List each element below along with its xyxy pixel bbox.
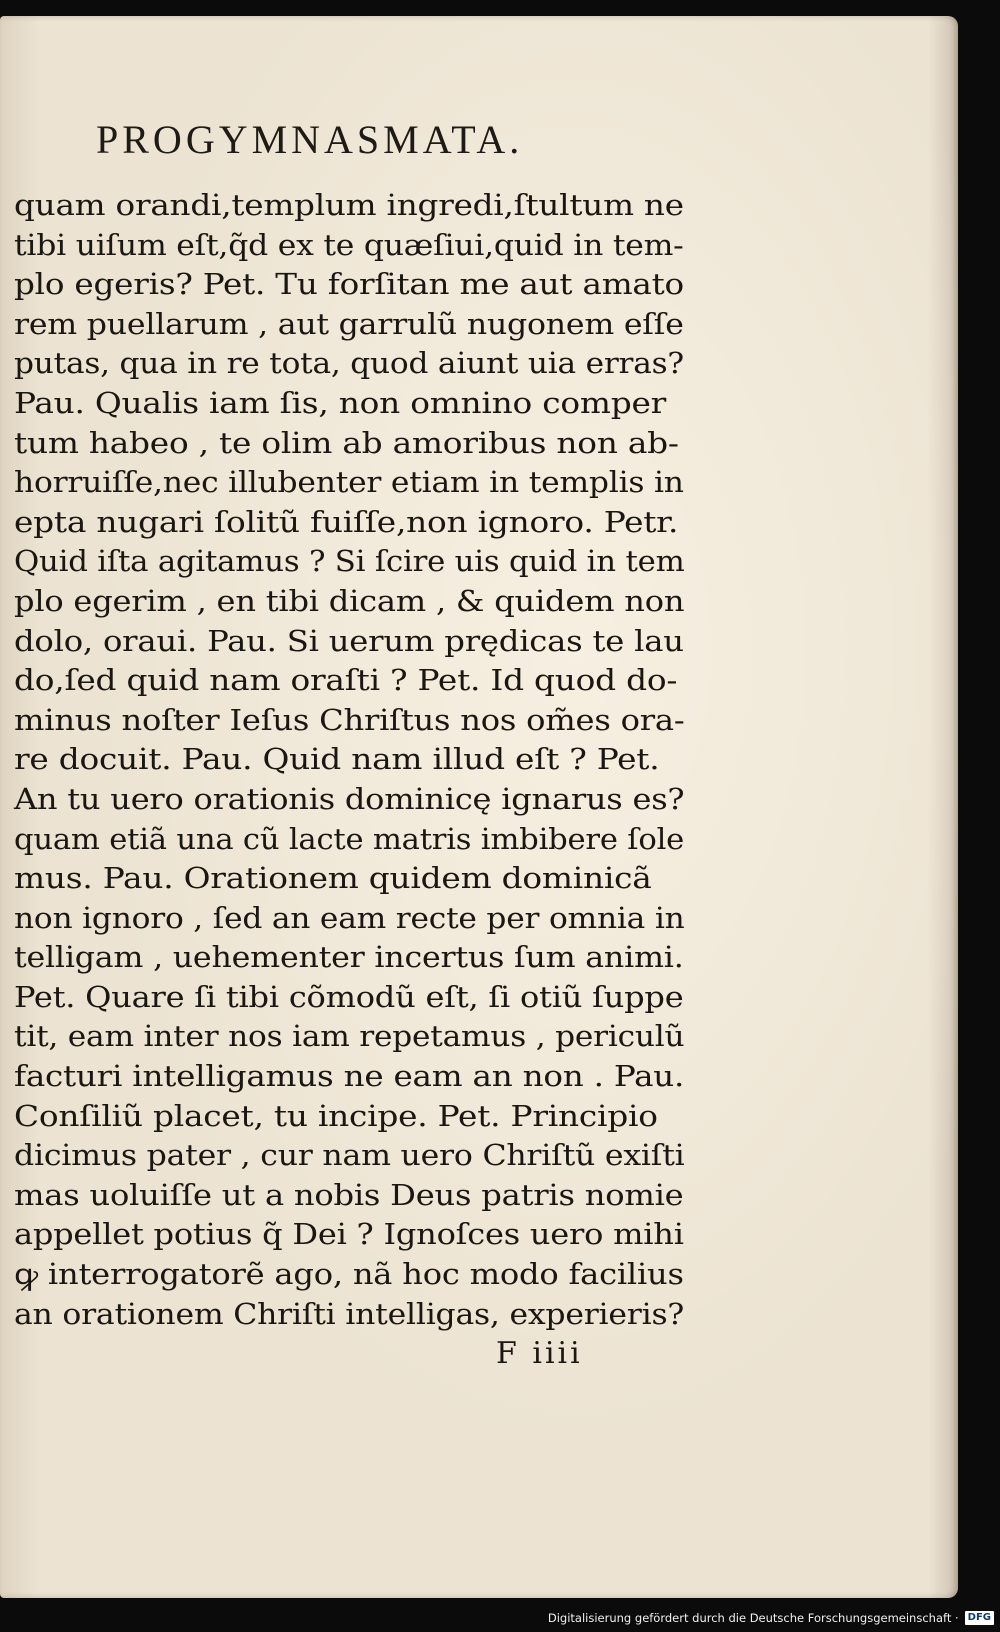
text-line: plo egerim , en tibi dicam , & quidem non	[14, 584, 685, 618]
text-line: mas uoluiſſe ut a nobis Deus patris nomie	[14, 1178, 684, 1212]
text-line: ꝙ interrogatorẽ ago, nã hoc modo facilius	[14, 1258, 684, 1292]
signature-mark: F iiii	[496, 1336, 583, 1371]
text-line: dicimus pater , cur nam uero Chriſtũ exiſti	[14, 1139, 685, 1173]
text-line: Conſiliũ placet, tu incipe. Pet. Principio	[14, 1099, 658, 1133]
text-line: rem puellarum , aut garrulũ nugonem eſſe	[14, 307, 684, 341]
text-line: re docuit. Pau. Quid nam illud eſt ? Pet.	[14, 743, 660, 777]
text-line: Pau. Qualis iam ſis, non omnino comper	[14, 386, 667, 420]
text-line: epta nugari ſolitũ fuiſſe,non ignoro. Petr.	[14, 505, 679, 539]
text-line: Quid iſta agitamus ? Si ſcire uis quid in tem	[14, 545, 685, 579]
text-line: tit, eam inter nos iam repetamus , periculũ	[14, 1020, 685, 1054]
text-line: mus. Pau. Orationem quidem dominicã	[14, 862, 652, 896]
text-line: quam orandi,templum ingredi,ſtultum ne	[14, 189, 684, 222]
text-line: non ignoro , ſed an eam recte per omnia in	[14, 901, 685, 935]
text-line: tum habeo , te olim ab amoribus non ab-	[14, 426, 679, 460]
text-line: plo egeris? Pet. Tu forſitan me aut amato	[14, 268, 684, 302]
footer-credit	[548, 1606, 994, 1630]
text-line: an orationem Chriſti intelligas, experieris?	[14, 1297, 685, 1331]
footer-credit-text: Digitalisierung gefördert durch die Deutsche Forschungsgemeinschaft ·	[547, 1611, 959, 1625]
text-line: minus noſter Ieſus Chriſtus nos om̃es ora-	[14, 703, 685, 737]
book-page	[0, 16, 958, 1598]
text-line: facturi intelligamus ne eam an non . Pau.	[14, 1060, 685, 1094]
text-line: appellet potius q̃ Dei ? Ignoſces uero mihi	[14, 1218, 684, 1252]
text-line: Pet. Quare ſi tibi cõmodũ eſt, ſi otiũ ſuppe	[14, 980, 684, 1014]
text-line: putas, qua in re tota, quod aiunt uia erras?	[14, 347, 684, 381]
text-line: quam etiã una cũ lacte matris imbibere ſole	[14, 822, 685, 856]
dfg-logo-icon: DFG	[965, 1611, 994, 1625]
text-line: An tu uero orationis dominicę ignarus es?	[14, 782, 685, 816]
text-line: dolo, oraui. Pau. Si uerum prędicas te lau	[14, 624, 684, 658]
text-line: telligam , uehementer incertus ſum animi.	[14, 941, 684, 975]
body-text	[14, 186, 684, 1334]
text-line: do,ſed quid nam oraſti ? Pet. Id quod do-	[14, 664, 678, 698]
text-line: horruiſſe,nec illubenter etiam in templis in	[14, 466, 684, 500]
text-line: tibi uiſum eſt,q̃d ex te quæſiui,quid in tem-	[14, 228, 684, 262]
running-head: PROGYMNASMATA.	[96, 117, 524, 162]
